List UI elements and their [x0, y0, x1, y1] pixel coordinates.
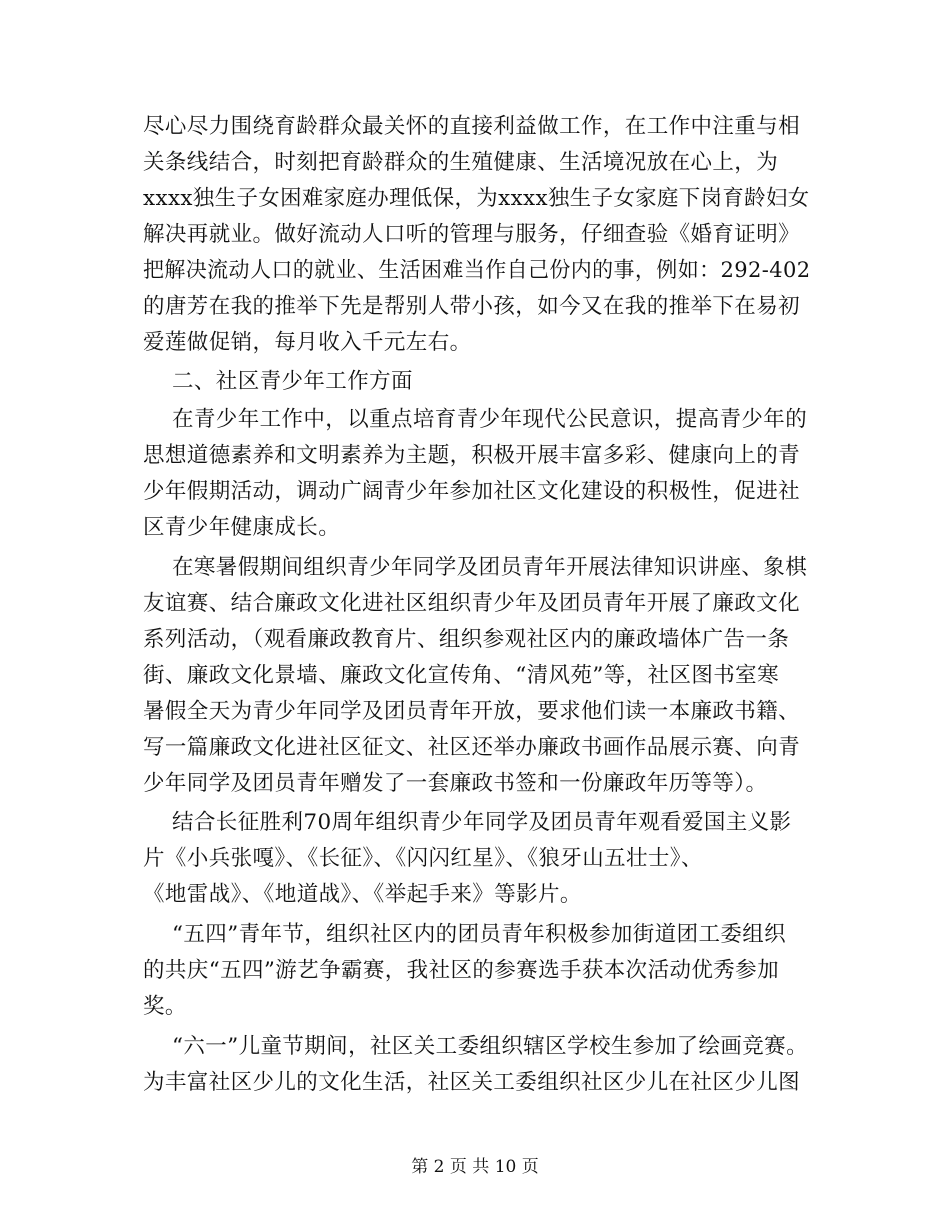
- body-text-line: 片《小兵张嘎》、《长征》、《闪闪红星》、《狼牙山五壮士》、: [143, 846, 703, 871]
- body-text-line: 的共庆“五四”游艺争霸赛，我社区的参赛选手获本次活动优秀参加: [143, 958, 779, 983]
- body-text-line: 友谊赛、结合廉政文化进社区组织青少年及团员青年开展了廉政文化: [143, 591, 801, 616]
- body-text-line: 在青少年工作中，以重点培育青少年现代公民意识，提高青少年的: [172, 407, 808, 432]
- body-text-line: 系列活动，（观看廉政教育片、组织参观社区内的廉政墙体广告一条: [143, 627, 790, 652]
- body-text-line: 《地雷战》、《地道战》、《举起手来》等影片。: [143, 882, 582, 907]
- page-number-footer: 第 2 页 共 10 页: [411, 1157, 539, 1177]
- body-text-line: 写一篇廉政文化进社区征文、社区还举办廉政书画作品展示赛、向青: [143, 735, 801, 760]
- body-text-line: “五四”青年节，组织社区内的团员青年积极参加街道团工委组织: [172, 922, 787, 947]
- body-text-line: 区青少年健康成长。: [143, 515, 341, 540]
- body-text-line: 的唐芳在我的推举下先是帮别人带小孩，如今又在我的推举下在易初: [143, 294, 801, 319]
- body-text-line: 少年同学及团员青年赠发了一套廉政书签和一份廉政年历等等）。: [143, 771, 768, 796]
- body-text-line: “六一”儿童节期间，社区关工委组织辖区学校生参加了绘画竞赛。: [172, 1034, 808, 1059]
- body-text-line: 关条线结合，时刻把育龄群众的生殖健康、生活境况放在心上，为: [143, 150, 779, 175]
- body-text-line: 尽心尽力围绕育龄群众最关怀的直接利益做工作，在工作中注重与相: [143, 114, 801, 139]
- body-text-line: xxxx独生子女困难家庭办理低保，为xxxx独生子女家庭下岗育龄妇女: [143, 186, 810, 211]
- body-text-line: 为丰富社区少儿的文化生活，社区关工委组织社区少儿在社区少儿图: [143, 1070, 801, 1095]
- body-text-line: 爱莲做促销，每月收入千元左右。: [143, 330, 472, 355]
- body-text-line: 把解决流动人口的就业、生活困难当作自己份内的事，例如：292-402: [143, 258, 811, 283]
- section-heading: 二、社区青少年工作方面: [172, 369, 413, 394]
- body-text-line: 少年假期活动，调动广阔青少年参加社区文化建设的积极性，促进社: [143, 479, 801, 504]
- body-text-line: 在寒暑假期间组织青少年同学及团员青年开展法律知识讲座、象棋: [172, 555, 808, 580]
- body-text-line: 奖。: [143, 994, 187, 1019]
- body-text-line: 解决再就业。做好流动人口听的管理与服务，仔细查验《婚育证明》: [143, 222, 801, 247]
- body-text-line: 结合长征胜利70周年组织青少年同学及团员青年观看爱国主义影: [172, 810, 792, 835]
- body-text-line: 思想道德素养和文明素养为主题，积极开展丰富多彩、健康向上的青: [143, 443, 801, 468]
- body-text-line: 暑假全天为青少年同学及团员青年开放，要求他们读一本廉政书籍、: [143, 699, 801, 724]
- body-text-line: 街、廉政文化景墙、廉政文化宣传角、“清风苑”等，社区图书室寒: [143, 663, 779, 688]
